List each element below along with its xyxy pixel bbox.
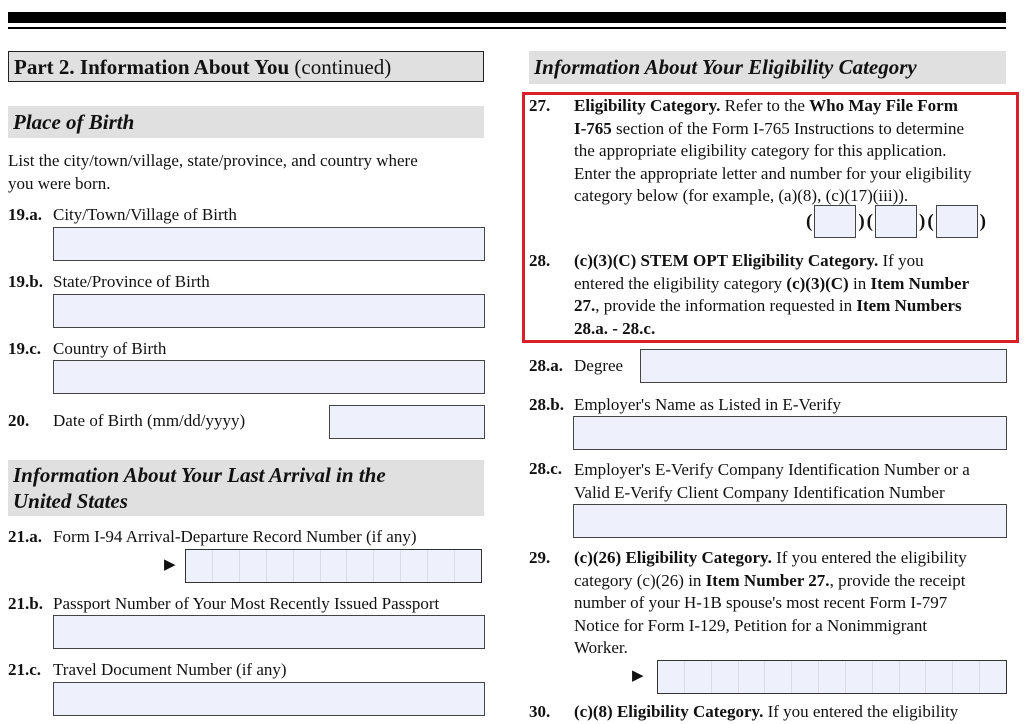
text-bold: Who May File Form: [809, 96, 958, 115]
text: the appropriate eligibility category for this application.: [574, 141, 947, 160]
item-title: (c)(8) Eligibility Category.: [574, 702, 764, 721]
text: If you: [878, 251, 924, 270]
text-bold: Item Number: [870, 273, 970, 293]
paren: (: [806, 210, 813, 232]
item-19b: [8, 272, 210, 292]
h1b-receipt-number-input[interactable]: [657, 660, 1007, 694]
text-bold: 28.a. - 28.c.: [574, 318, 656, 338]
text: Worker.: [574, 638, 628, 657]
item-21c: [8, 660, 287, 680]
paren: ): [918, 210, 926, 232]
field-label: Employer's E-Verify Company Identification Number or a: [574, 460, 970, 479]
part-title: Part 2. Information About You: [14, 55, 290, 79]
header-line: Information About Your Last Arrival in the: [13, 463, 386, 487]
text: If you entered the eligibility: [771, 548, 967, 567]
item-28b: [529, 395, 841, 415]
field-label: Form I-94 Arrival-Departure Record Number (if any): [53, 527, 417, 546]
item-number: 19.c.: [8, 339, 42, 358]
paren: (: [866, 210, 873, 232]
date-of-birth-input[interactable]: [329, 405, 485, 439]
intro-line: you were born.: [8, 173, 111, 193]
place-of-birth-intro: [8, 150, 488, 195]
section-header-last-arrival: [8, 460, 484, 516]
item-number: 28.a.: [529, 356, 563, 375]
text: section of the Form I-765 Instructions to determine: [611, 118, 964, 138]
text-bold: 27.: [574, 296, 596, 315]
paren: ): [979, 210, 986, 232]
item-title: (c)(3)(C) STEM OPT Eligibility Category.: [574, 251, 879, 270]
eligibility-category-number-input[interactable]: [875, 205, 917, 238]
text: Notice for Form I-129, Petition for a Nonimmigrant: [574, 615, 928, 635]
item-number: 21.b.: [8, 594, 43, 613]
item-28a: [529, 356, 624, 376]
field-label: Employer's Name as Listed in E-Verify: [574, 395, 841, 414]
field-label: Travel Document Number (if any): [53, 660, 287, 679]
eligibility-category-letter-input[interactable]: [814, 205, 856, 238]
item-19a: [8, 205, 237, 225]
paren: (: [927, 210, 934, 232]
field-label: Passport Number of Your Most Recently Issued Passport: [53, 594, 440, 613]
item-title: Eligibility Category.: [574, 96, 721, 115]
item-30-partial: [529, 701, 1009, 724]
field-label: City/Town/Village of Birth: [53, 205, 237, 224]
text-bold: I-765: [574, 118, 612, 138]
field-label: Country of Birth: [53, 339, 167, 358]
text: If you entered the eligibility: [763, 702, 959, 721]
everify-company-id-input[interactable]: [573, 504, 1007, 538]
item-number: 19.a.: [8, 205, 42, 224]
arrow-right-icon: ▶: [632, 668, 644, 684]
eligibility-category-fields: [806, 205, 986, 238]
item-number: 28.c.: [529, 459, 563, 478]
paren: ): [858, 210, 865, 232]
text-bold: Item Numbers: [856, 296, 962, 315]
text: Refer to the: [720, 96, 810, 115]
text-bold: Item Number 27.: [705, 570, 830, 590]
field-label: Valid E-Verify Client Company Identification Number: [574, 482, 945, 502]
header-line: United States: [13, 489, 128, 513]
arrow-right-icon: ▶: [164, 557, 176, 573]
header-rule-thick: [8, 12, 1006, 23]
item-number: 21.c.: [8, 660, 42, 679]
eligibility-category-subnumber-input[interactable]: [936, 205, 978, 238]
section-header-eligibility: Information About Your Eligibility Category: [529, 51, 1006, 84]
item-21b: [8, 594, 440, 614]
passport-number-input[interactable]: [53, 615, 485, 649]
item-number: 28.: [529, 251, 551, 270]
item-title: (c)(26) Eligibility Category.: [574, 548, 772, 567]
part-header: [8, 51, 484, 82]
item-19c: [8, 339, 167, 359]
item-20: [8, 411, 246, 431]
item-21a: [8, 527, 417, 547]
item-28c: [529, 459, 970, 502]
i94-number-input[interactable]: [185, 549, 482, 583]
country-of-birth-input[interactable]: [53, 360, 485, 394]
item-number: 19.b.: [8, 272, 43, 291]
text: entered the eligibility category: [574, 273, 787, 293]
city-of-birth-input[interactable]: [53, 227, 485, 261]
state-of-birth-input[interactable]: [53, 294, 485, 328]
degree-input[interactable]: [640, 349, 1007, 383]
text: , provide the receipt: [829, 570, 966, 590]
intro-line: List the city/town/village, state/province, and country where: [8, 151, 418, 170]
item-number: 28.b.: [529, 395, 564, 414]
item-number: 27.: [529, 96, 551, 115]
text: in: [848, 273, 871, 293]
text: number of your H-1B spouse's most recent Form I-797: [574, 593, 948, 612]
header-rule-thin: [8, 27, 1006, 29]
field-label: Degree: [574, 356, 624, 375]
item-number: 21.a.: [8, 527, 42, 546]
text-bold: (c)(3)(C): [786, 273, 849, 293]
item-number: 30.: [529, 702, 551, 721]
text: category (c)(26) in: [574, 570, 706, 590]
field-label: Date of Birth (mm/dd/yyyy): [53, 411, 246, 430]
section-header-place-of-birth: Place of Birth: [8, 106, 484, 138]
text: category below (for example, (a)(8), (c)(17)(iii)).: [574, 186, 909, 205]
item-number: 20.: [8, 411, 30, 430]
text: , provide the information requested in: [595, 296, 857, 315]
field-label: State/Province of Birth: [53, 272, 210, 291]
text: Enter the appropriate letter and number for your eligibility: [574, 163, 972, 183]
part-subtitle: (continued): [289, 55, 392, 79]
item-number: 29.: [529, 548, 551, 567]
employer-name-input[interactable]: [573, 416, 1007, 450]
